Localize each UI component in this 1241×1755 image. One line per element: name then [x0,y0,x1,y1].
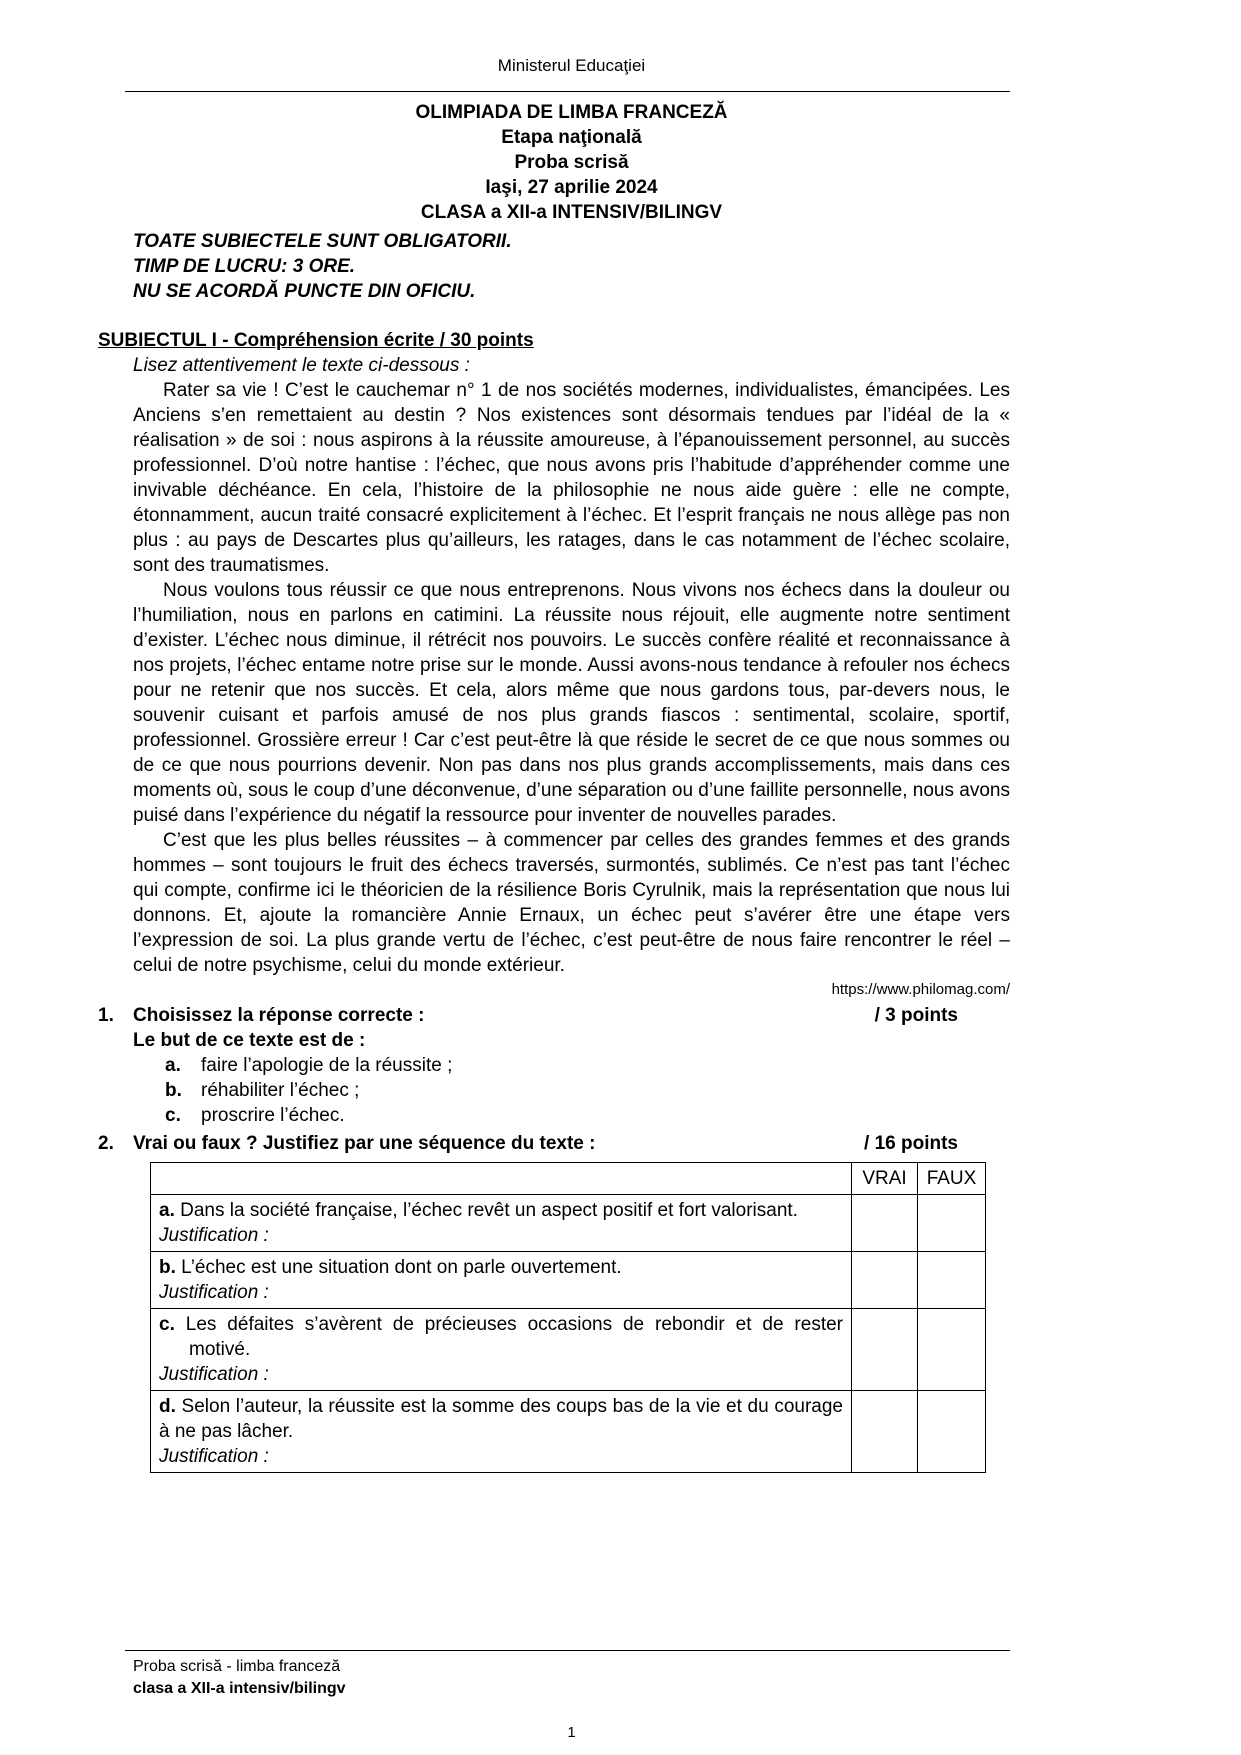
notice-line-time: TIMP DE LUCRU: 3 ORE. [133,256,356,277]
option-a [165,1053,1010,1078]
text-paragraph-1: Rater sa vie ! C’est le cauchemar n° 1 de nos sociétés modernes, individualistes, émancipées. Les Anciens s’en remettaient au destin ? Nos existences sont désormais tendues par l’idéal de la « réalisation » de soi : nous aspirons à la réussite amoureuse, à l’épanouissement personnel, au succès professionnel. D’où notre hantise : l’échec, que nous avons pris l’habitude d’appréhender comme une invivable déchéance. En cela, l’histoire de la philosophie ne nous aide guère : elle ne compte, étonnamment, aucun traité consacré explicitement à l’échec. Et l’esprit français ne nous allège pas non plus : au pays de Descartes plus qu’ailleurs, les ratages, dans le cas notamment de l’échec scolaire, sont des traumatismes. [133,380,1010,576]
text-paragraph-2: Nous voulons tous réussir ce que nous entreprenons. Nous vivons nos échecs dans la douleur ou l’humiliation, nous en parlons en catimini. La réussite nous réjouit, elle augmente notre sentiment d’exister. L’échec nous diminue, il rétrécit nos pouvoirs. Le succès confère réalité et reconnaissance à nos projets, l’échec entame notre prise sur le monde. Aussi avons-nous tendance à refouler nos échecs pour ne retenir que nos succès. Et cela, alors même que nous gardons tous, par-devers nous, le souvenir cuisant et parfois amusé de nos plus grands fiascos : sentimental, scolaire, sportif, professionnel. Grossière erreur ! Car c’est peut-être là que réside le secret de ce que nous sommes ou de ce que nous pourrions devenir. Non pas dans nos plus grands accomplissements, mais dans ces moments où, sous le coup d’une déconvenue, d’une séparation ou d’une faillite personnelle, nous avons puisé dans l’expérience du négatif la ressource pour inventer de nouvelles parades. [133,580,1010,826]
title-line-class: CLASA a XII-a INTENSIV/BILINGV [420,202,723,223]
statement-c [159,1312,843,1362]
statement-b-letter: b. [159,1257,176,1278]
source-line [133,980,1010,1000]
statement-a [159,1198,843,1223]
vrai-answer-cell-a [852,1195,918,1252]
justification-label-c: Justification : [159,1364,269,1385]
question-2-label: Vrai ou faux ? Justifiez par une séquence du texte : [133,1133,596,1154]
option-c [165,1103,1010,1128]
statement-a-letter: a. [159,1200,175,1221]
option-b-text: réhabiliter l’échec ; [201,1080,360,1101]
question-1-sublabel: Le but de ce texte est de : [133,1030,366,1051]
title-block [133,100,1010,225]
option-c-text: proscrire l’échec. [201,1105,345,1126]
title-line-date: Iaşi, 27 aprilie 2024 [485,177,658,198]
text-paragraph-3: C’est que les plus belles réussites – à commencer par celles des grandes femmes et des grands hommes – sont toujours le fruit des échecs traversés, surmontés, sublimés. Ce n’est pas tant l’échec qui compte, confirme ici le théoricien de la résilience Boris Cyrulnik, mais la représentation que nous lui donnons. Et, ajoute la romancière Annie Ernaux, un échec peut s’avérer être une étape vers l’expression de soi. La plus grande vertu de l’échec, c’est peut-être de nous faire rencontrer le réel – celui de notre psychisme, celui du monde extérieur. [133,830,1010,976]
question-2-row [98,1131,1010,1156]
statement-a-text: Dans la société française, l’échec revêt un aspect positif et fort valorisant. [180,1200,798,1221]
notice-line-points: NU SE ACORDĂ PUNCTE DIN OFICIU. [133,281,476,302]
title-line-stage: Etapa naţională [501,127,642,148]
notice-block [133,229,1010,304]
option-b-letter: b. [165,1080,182,1101]
table-header-faux: FAUX [918,1163,986,1195]
faux-answer-cell-c [918,1309,986,1391]
statement-c-letter: c. [159,1314,175,1335]
statement-b-text: L’échec est une situation dont on parle ouvertement. [181,1257,622,1278]
vrai-answer-cell-c [852,1309,918,1391]
option-a-letter: a. [165,1055,181,1076]
title-line-olympiad: OLIMPIADA DE LIMBA FRANCEZĂ [415,102,728,123]
statement-d-letter: d. [159,1396,176,1417]
question-1-label: Choisissez la réponse correcte : [133,1005,425,1026]
question-1-number: 1. [98,1005,114,1026]
question-2-number: 2. [98,1133,114,1154]
statement-cell-b [151,1252,852,1309]
footer-exam-name: Proba scrisă - limba franceză [133,1658,341,1675]
page-footer [125,1650,1010,1700]
source-link[interactable]: https://www.philomag.com/ [831,981,1010,998]
statement-c-text: Les défaites s’avèrent de précieuses occasions de rebondir et de rester motivé. [185,1314,843,1360]
statement-d [159,1394,843,1444]
footer-class-name: clasa a XII-a intensiv/bilingv [133,1680,346,1697]
faux-answer-cell-b [918,1252,986,1309]
reading-instruction: Lisez attentivement le texte ci-dessous : [133,355,470,376]
statement-cell-c [151,1309,852,1391]
table-header-empty-cell [151,1163,852,1195]
justification-label-d: Justification : [159,1446,269,1467]
notice-line-mandatory: TOATE SUBIECTELE SUNT OBLIGATORII. [133,231,512,252]
statement-cell-d [151,1391,852,1473]
subject1-heading-text: SUBIECTUL I - Compréhension écrite / 30 points [98,330,534,351]
table-row-b [151,1252,986,1309]
option-b [165,1078,1010,1103]
ministry-header: Ministerul Educaţiei [497,56,646,75]
vrai-answer-cell-d [852,1391,918,1473]
question-1-row [98,1003,1010,1028]
page-number: 1 [567,1724,576,1741]
question-2-points: / 16 points [864,1133,958,1154]
title-line-exam-type: Proba scrisă [514,152,629,173]
table-row-c [151,1309,986,1391]
statement-cell-a [151,1195,852,1252]
option-a-text: faire l’apologie de la réussite ; [201,1055,453,1076]
table-header-row [151,1163,986,1195]
statement-b [159,1255,843,1280]
justification-label-a: Justification : [159,1225,269,1246]
table-header-vrai: VRAI [852,1163,918,1195]
subject1-heading [98,328,1010,353]
faux-answer-cell-a [918,1195,986,1252]
option-c-letter: c. [165,1105,181,1126]
question-1-points: / 3 points [874,1005,958,1026]
truefalse-table [150,1162,986,1473]
table-row-a [151,1195,986,1252]
justification-label-b: Justification : [159,1282,269,1303]
header-rule [125,91,1010,92]
faux-answer-cell-d [918,1391,986,1473]
vrai-answer-cell-b [852,1252,918,1309]
table-row-d [151,1391,986,1473]
statement-d-text: Selon l’auteur, la réussite est la somme des coups bas de la vie et du courage à ne pas lâcher. [159,1396,843,1442]
